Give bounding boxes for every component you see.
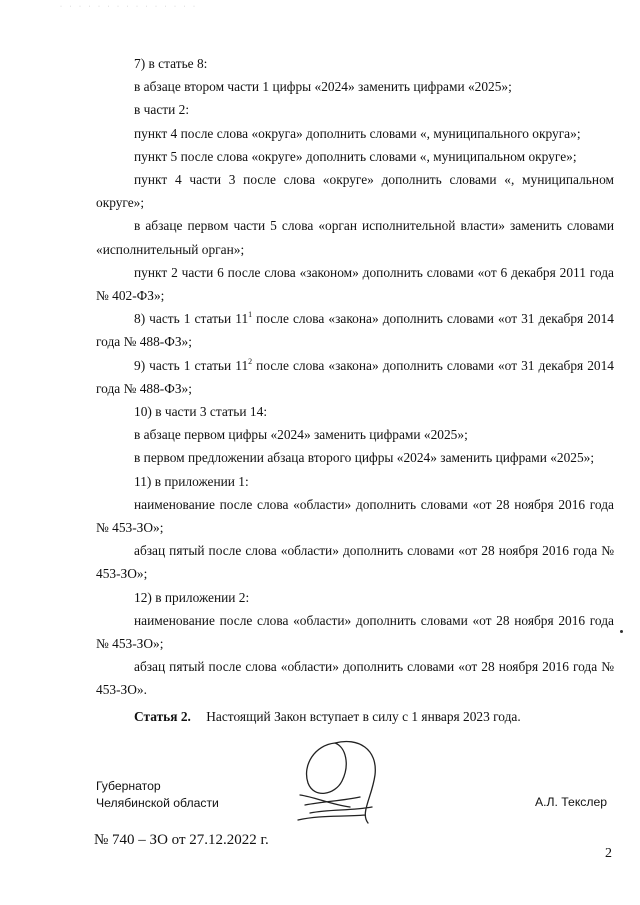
amendment-paragraph: пункт 4 части 3 после слова «округе» дополнить словами «, муниципальном округе»; [96, 172, 614, 211]
amendment-paragraph: абзац пятый после слова «области» дополнить словами «от 28 ноября 2016 года № 453-ЗО». [96, 659, 614, 698]
amendment-paragraph: 8) часть 1 статьи $11^1$ после слова «закона» дополнить словами «от 31 декабря 2014 года № 488-ФЗ»; [96, 310, 614, 350]
article-2 [134, 709, 521, 725]
amendment-paragraph: абзац пятый после слова «области» дополнить словами «от 28 ноября 2016 года № 453-ЗО»; [96, 543, 614, 582]
signatory-title [96, 778, 219, 812]
scan-speck [620, 630, 623, 633]
scan-header-noise: · · · · · · · · · · · · · · · [60, 4, 198, 10]
amendment-paragraph: пункт 5 после слова «округе» дополнить словами «, муниципальном округе»; [134, 148, 577, 164]
signatory-name: А.Л. Текслер [535, 795, 608, 809]
amendment-paragraph: 7) в статье 8: [134, 56, 208, 71]
registration-number: № 740 – ЗО от 27.12.2022 г. [94, 832, 269, 848]
amendment-paragraph: наименование после слова «области» дополнить словами «от 28 ноября 2016 года № 453-ЗО»; [96, 496, 614, 536]
handwritten-signature [280, 735, 390, 830]
amendment-paragraph: в абзаце первом части 5 слова «орган исполнительной власти» заменить словами «исполнительный орган»; [96, 218, 614, 257]
amendment-paragraph: наименование после слова «области» дополнить словами «от 28 ноября 2016 года № 453-ЗО»; [96, 612, 614, 652]
amendment-paragraph: пункт 2 части 6 после слова «законом» дополнить словами «от 6 декабря 2011 года № 402-ФЗ»; [96, 264, 614, 304]
article-text: Настоящий Закон вступает в силу с 1 января 2023 года. [206, 709, 521, 724]
amendment-paragraph: 12) в приложении 2: [134, 589, 250, 605]
amendment-paragraph: 9) часть 1 статьи $11^2$ после слова «закона» дополнить словами «от 31 декабря 2014 года № 488-ФЗ»; [96, 356, 614, 396]
amendment-paragraph: пункт 4 после слова «округа» дополнить словами «, муниципального округа»; [134, 125, 581, 141]
amendment-paragraph: в первом предложении абзаца второго цифры «2024» заменить цифрами «2025»; [134, 450, 595, 466]
article-label: Статья 2. [134, 709, 191, 724]
page-number: 2 [605, 846, 612, 861]
amendment-paragraph: 11) в приложении 1: [134, 473, 249, 489]
amendment-paragraph: в абзаце втором части 1 цифры «2024» заменить цифрами «2025»; [134, 79, 512, 95]
signatory-title-line1: Губернатор [96, 779, 161, 793]
amendments-list [96, 52, 614, 702]
amendment-paragraph: в абзаце первом цифры «2024» заменить цифрами «2025»; [134, 427, 468, 443]
amendment-paragraph: в части 2: [134, 102, 190, 118]
amendment-paragraph: 10) в части 3 статьи 14: [134, 404, 268, 420]
signatory-title-line2: Челябинской области [96, 796, 219, 810]
